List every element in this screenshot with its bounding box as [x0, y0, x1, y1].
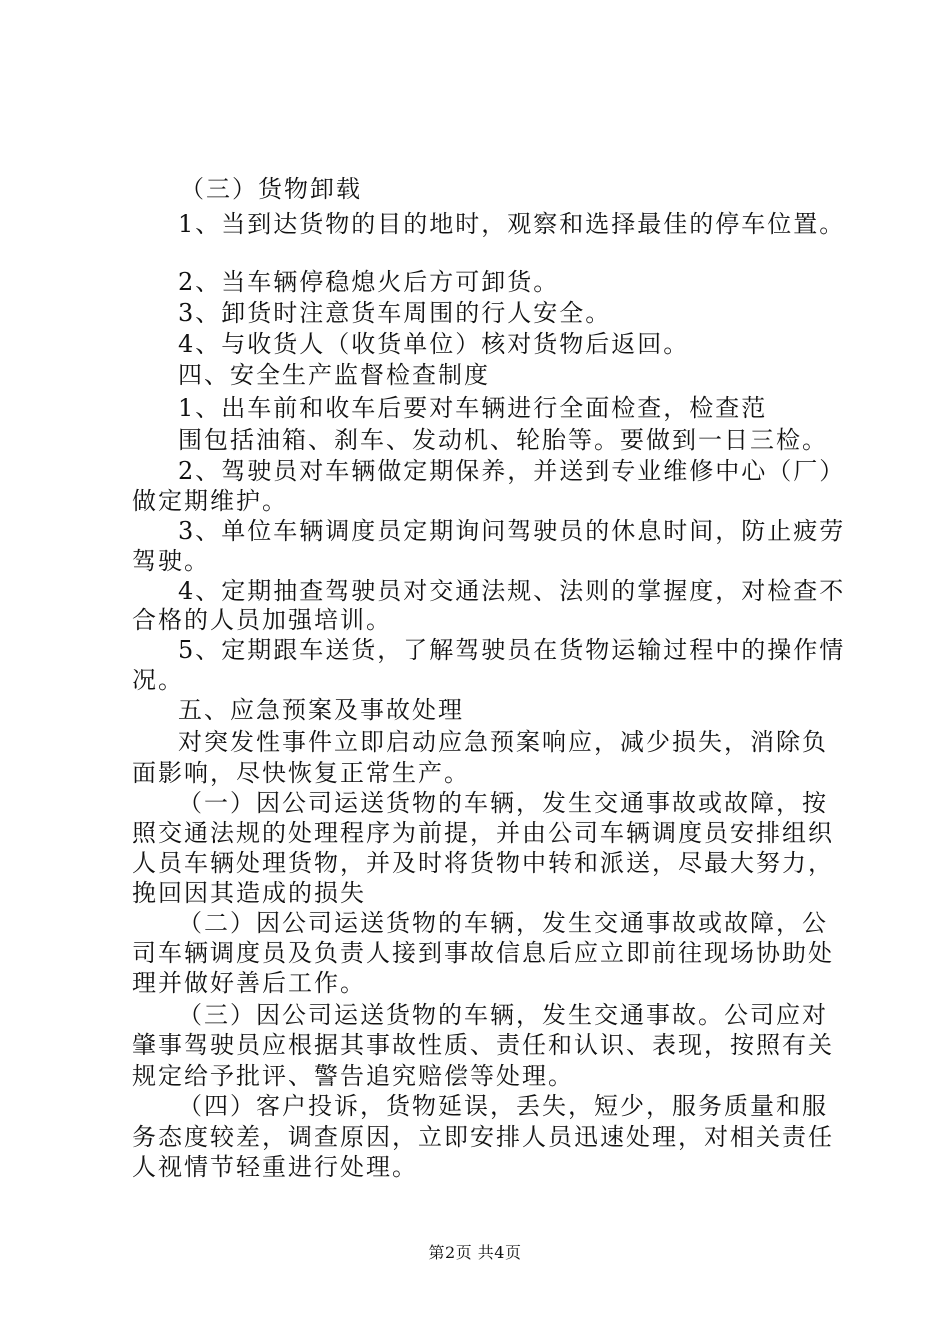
text-line: 1、出车前和收车后要对车辆进行全面检查，检查范: [178, 394, 768, 422]
text-line: 照交通法规的处理程序为前提，并由公司车辆调度员安排组织: [132, 819, 834, 847]
text-line: 3、卸货时注意货车周围的行人安全。: [178, 299, 612, 327]
text-line: 人视情节轻重进行处理。: [132, 1153, 418, 1181]
text-line: （四）客户投诉，货物延误，丢失，短少，服务质量和服: [178, 1092, 828, 1120]
text-line: （三）货物卸载: [180, 175, 362, 203]
text-line: 3、单位车辆调度员定期询问驾驶员的休息时间，防止疲劳: [178, 517, 846, 545]
text-line: 司车辆调度员及负责人接到事故信息后应立即前往现场协助处: [132, 939, 834, 967]
text-line: 4、定期抽查驾驶员对交通法规、法则的掌握度，对检查不: [178, 577, 846, 605]
section-heading: 四、安全生产监督检查制度: [178, 361, 490, 389]
text-line: 肇事驾驶员应根据其事故性质、责任和认识、表现，按照有关: [132, 1031, 834, 1059]
text-line: 理并做好善后工作。: [132, 969, 366, 997]
text-line: 2、驾驶员对车辆做定期保养，并送到专业维修中心（厂）: [178, 457, 846, 485]
text-line: 务态度较差，调查原因，立即安排人员迅速处理，对相关责任: [132, 1123, 834, 1151]
text-line: 做定期维护。: [132, 487, 288, 515]
text-line: 对突发性事件立即启动应急预案响应，减少损失，消除负: [178, 728, 828, 756]
text-line: 面影响，尽快恢复正常生产。: [132, 759, 470, 787]
section-heading: 五、应急预案及事故处理: [178, 696, 464, 724]
page-number-footer: 第2页 共4页: [428, 1243, 522, 1262]
text-line: 1、当到达货物的目的地时，观察和选择最佳的停车位置。: [178, 210, 846, 238]
text-line: 合格的人员加强培训。: [132, 606, 392, 634]
text-line: 况。: [132, 666, 184, 694]
text-line: 规定给予批评、警告追究赔偿等处理。: [132, 1062, 574, 1090]
text-line: 挽回因其造成的损失: [132, 879, 366, 907]
text-line: 2、当车辆停稳熄火后方可卸货。: [178, 268, 560, 296]
text-line: 围包括油箱、刹车、发动机、轮胎等。要做到一日三检。: [178, 426, 828, 454]
text-line: 驾驶。: [132, 547, 210, 575]
text-line: （三）因公司运送货物的车辆，发生交通事故。公司应对: [178, 1001, 828, 1029]
text-line: （一）因公司运送货物的车辆，发生交通事故或故障，按: [178, 789, 828, 817]
text-line: 4、与收货人（收货单位）核对货物后返回。: [178, 330, 690, 358]
text-line: （二）因公司运送货物的车辆，发生交通事故或故障，公: [178, 909, 828, 937]
text-line: 5、定期跟车送货，了解驾驶员在货物运输过程中的操作情: [178, 636, 846, 664]
text-line: 人员车辆处理货物，并及时将货物中转和派送，尽最大努力，: [132, 849, 834, 877]
